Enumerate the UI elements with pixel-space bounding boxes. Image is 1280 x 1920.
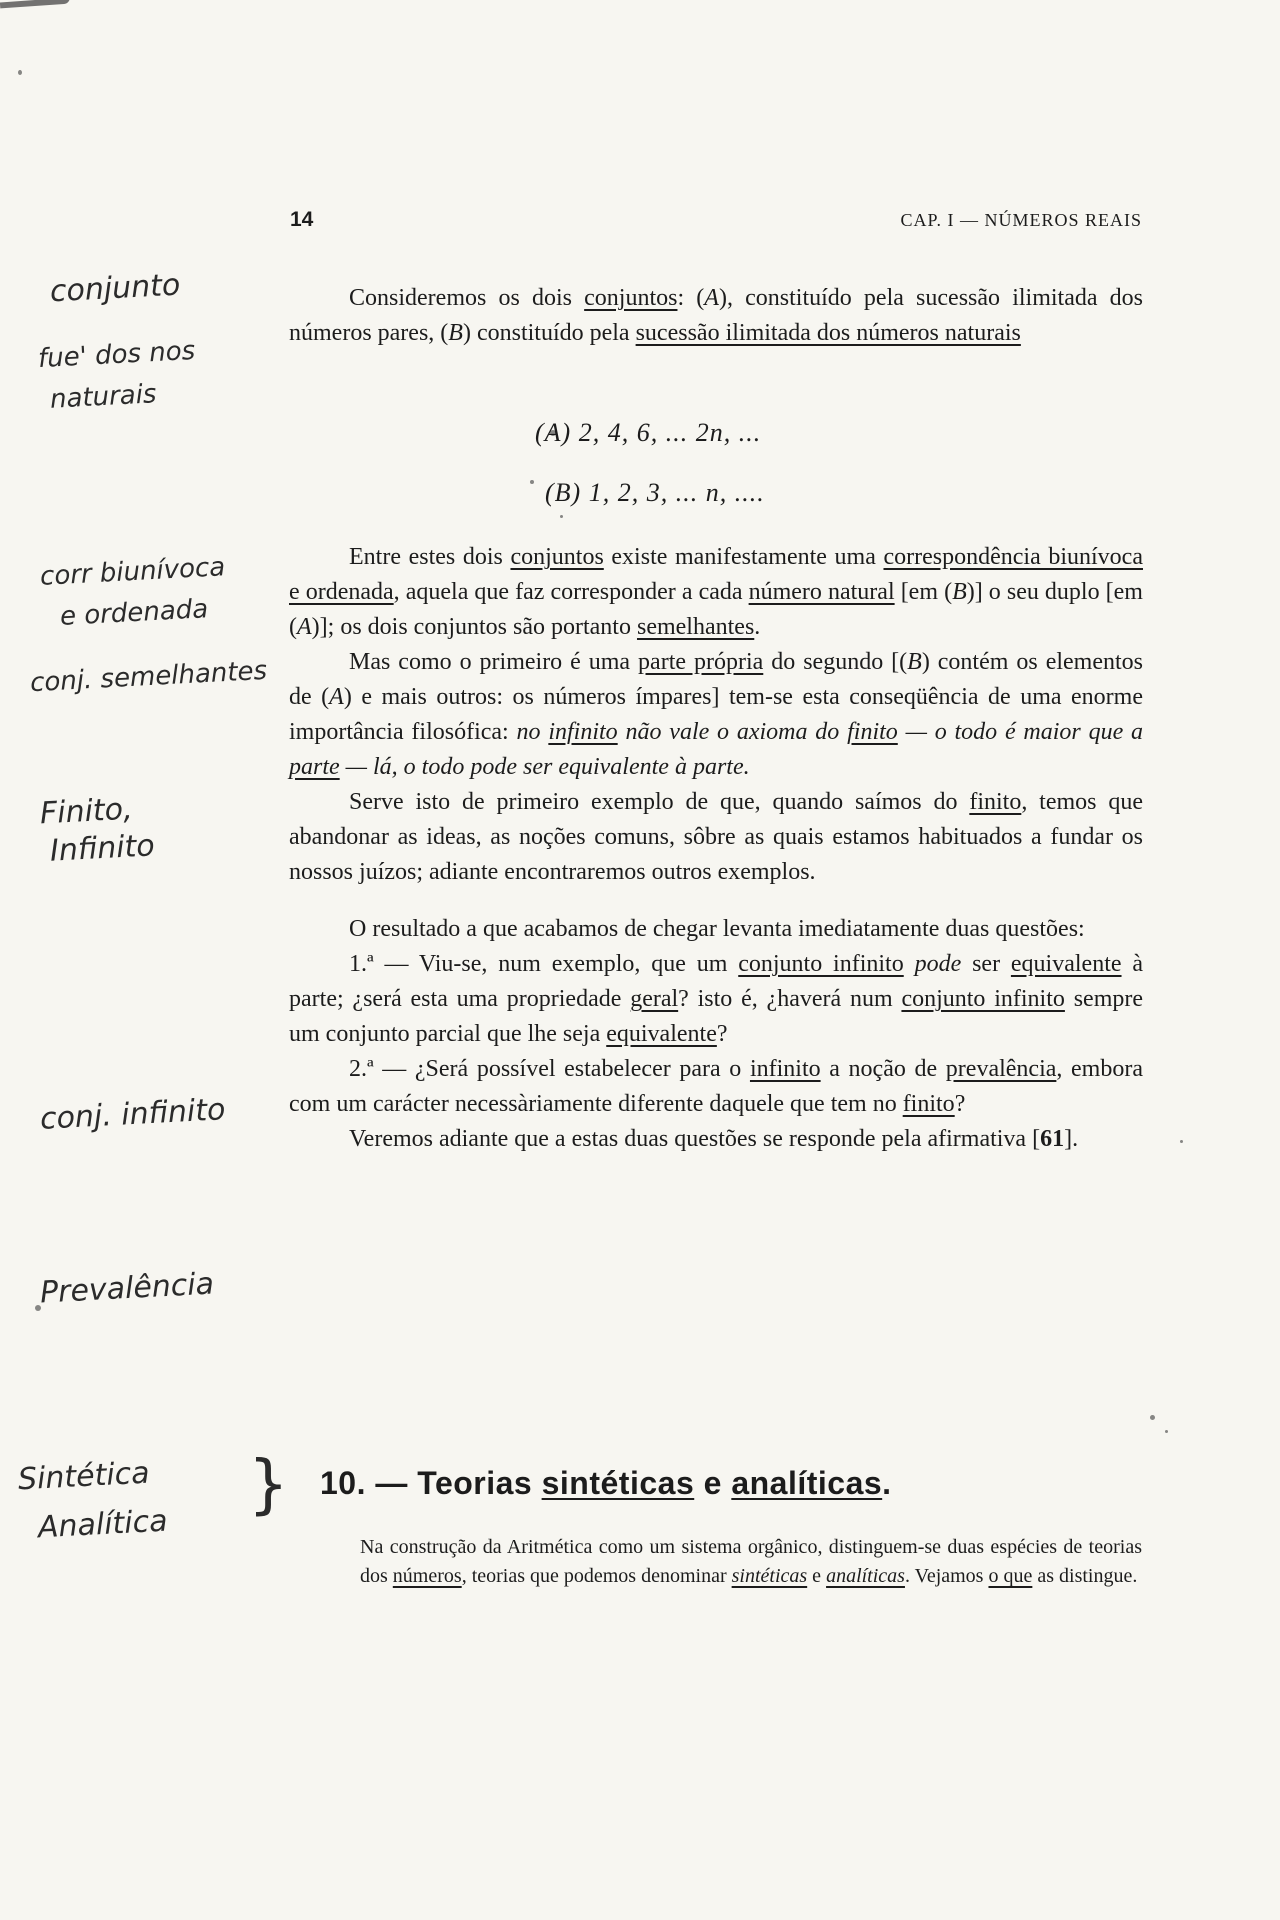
paragraph-6: 1.ª — Viu-se, num exemplo, que um conjunto infinito pode ser equivalente à parte; ¿será esta uma propriedade geral? isto é, ¿haverá num conjunto infinito sempre um conjunto parcial que lhe seja equivalente? — [289, 951, 1144, 1047]
paragraph-2: Entre estes dois conjuntos existe manifestamente uma correspondência biunívoca e ordenada, aquela que faz corresponder a cada número natural [em (B)] o seu duplo [em (A)]; os dois conjuntos são portanto semelhantes. — [289, 544, 1143, 640]
margin-note-conj-infinito: conj. infinito — [39, 1092, 227, 1137]
paragraph-1: Consideremos os dois conjuntos: (A), constituído pela sucessão ilimitada dos números pares, (B) constituído pela sucessão ilimitada dos números naturais — [289, 285, 1143, 346]
paragraph-3: Mas como o primeiro é uma parte própria do segundo [(B) contém os elementos de (A) e mais outros: os números ímpares] tem-se esta conseqüência de uma enorme importância filosófica: no infinito não vale o axioma do finito — o todo é maior que a parte — lá, o todo pode ser equivalente à parte. — [289, 649, 1144, 780]
paragraph-4: Serve isto de primeiro exemplo de que, quando saímos do finito, temos que abandonar as ideas, as noções comuns, sôbre as quais estamos habituados a fundar os nossos juízos; adiante encontraremos outros exemplos. — [289, 789, 1143, 885]
body-block-2 — [289, 540, 1143, 1157]
paragraph-8: Veremos adiante que a estas duas questões se responde pela afirmativa [61]. — [349, 1126, 1079, 1152]
paragraph-7: 2.ª — ¿Será possível estabelecer para o infinito a noção de prevalência, embora com um carácter necessàriamente diferente daquele que tem no finito? — [289, 1056, 1143, 1117]
margin-note-corr-biunivoca: corr biunívoca — [39, 552, 226, 592]
page-header — [290, 208, 1142, 238]
running-head: CAP. I — NÚMEROS REAIS — [900, 210, 1142, 230]
margin-note-finito: Finito, — [39, 791, 134, 832]
scan-corner-mark — [0, 0, 70, 8]
margin-note-naturais: naturais — [49, 379, 158, 415]
sequence-a: (A) 2, 4, 6, ... 2n, ... — [535, 418, 762, 447]
margin-note-semelhantes: conj. semelhantes — [29, 655, 268, 699]
margin-note-conjunto: conjunto — [49, 267, 182, 310]
scan-speck — [1165, 1430, 1168, 1433]
margin-note-sintetica: Sintética — [17, 1455, 151, 1498]
margin-note-analitica: Analítica — [37, 1503, 169, 1546]
margin-note-dos-nos: fue' dos nos — [37, 335, 196, 375]
page-number: 14 — [290, 208, 314, 231]
margin-brace: } — [248, 1448, 289, 1522]
sequence-b: (B) 1, 2, 3, ... n, .... — [545, 478, 765, 507]
body-paragraph-1-block — [289, 281, 1143, 351]
scan-speck — [1150, 1415, 1155, 1420]
scan-speck — [560, 515, 563, 518]
section-title: 10. — Teorias sintéticas e analíticas. — [320, 1465, 892, 1501]
margin-note-infinito: Infinito — [49, 828, 156, 869]
section-intro-paragraph: Na construção da Aritmética como um sistema orgânico, distinguem-se duas espécies de teorias dos números, teorias que podemos denominar sintéticas e analíticas. Vejamos o que as distingue. — [360, 1536, 1142, 1587]
scan-speck — [1180, 1140, 1183, 1143]
scan-speck — [530, 480, 534, 484]
margin-note-ordenada: e ordenada — [59, 594, 209, 632]
scan-speck — [18, 70, 22, 75]
paragraph-5: O resultado a que acabamos de chegar levanta imediatamente duas questões: — [349, 916, 1085, 942]
margin-note-prevalencia: Prevalência — [39, 1266, 215, 1311]
